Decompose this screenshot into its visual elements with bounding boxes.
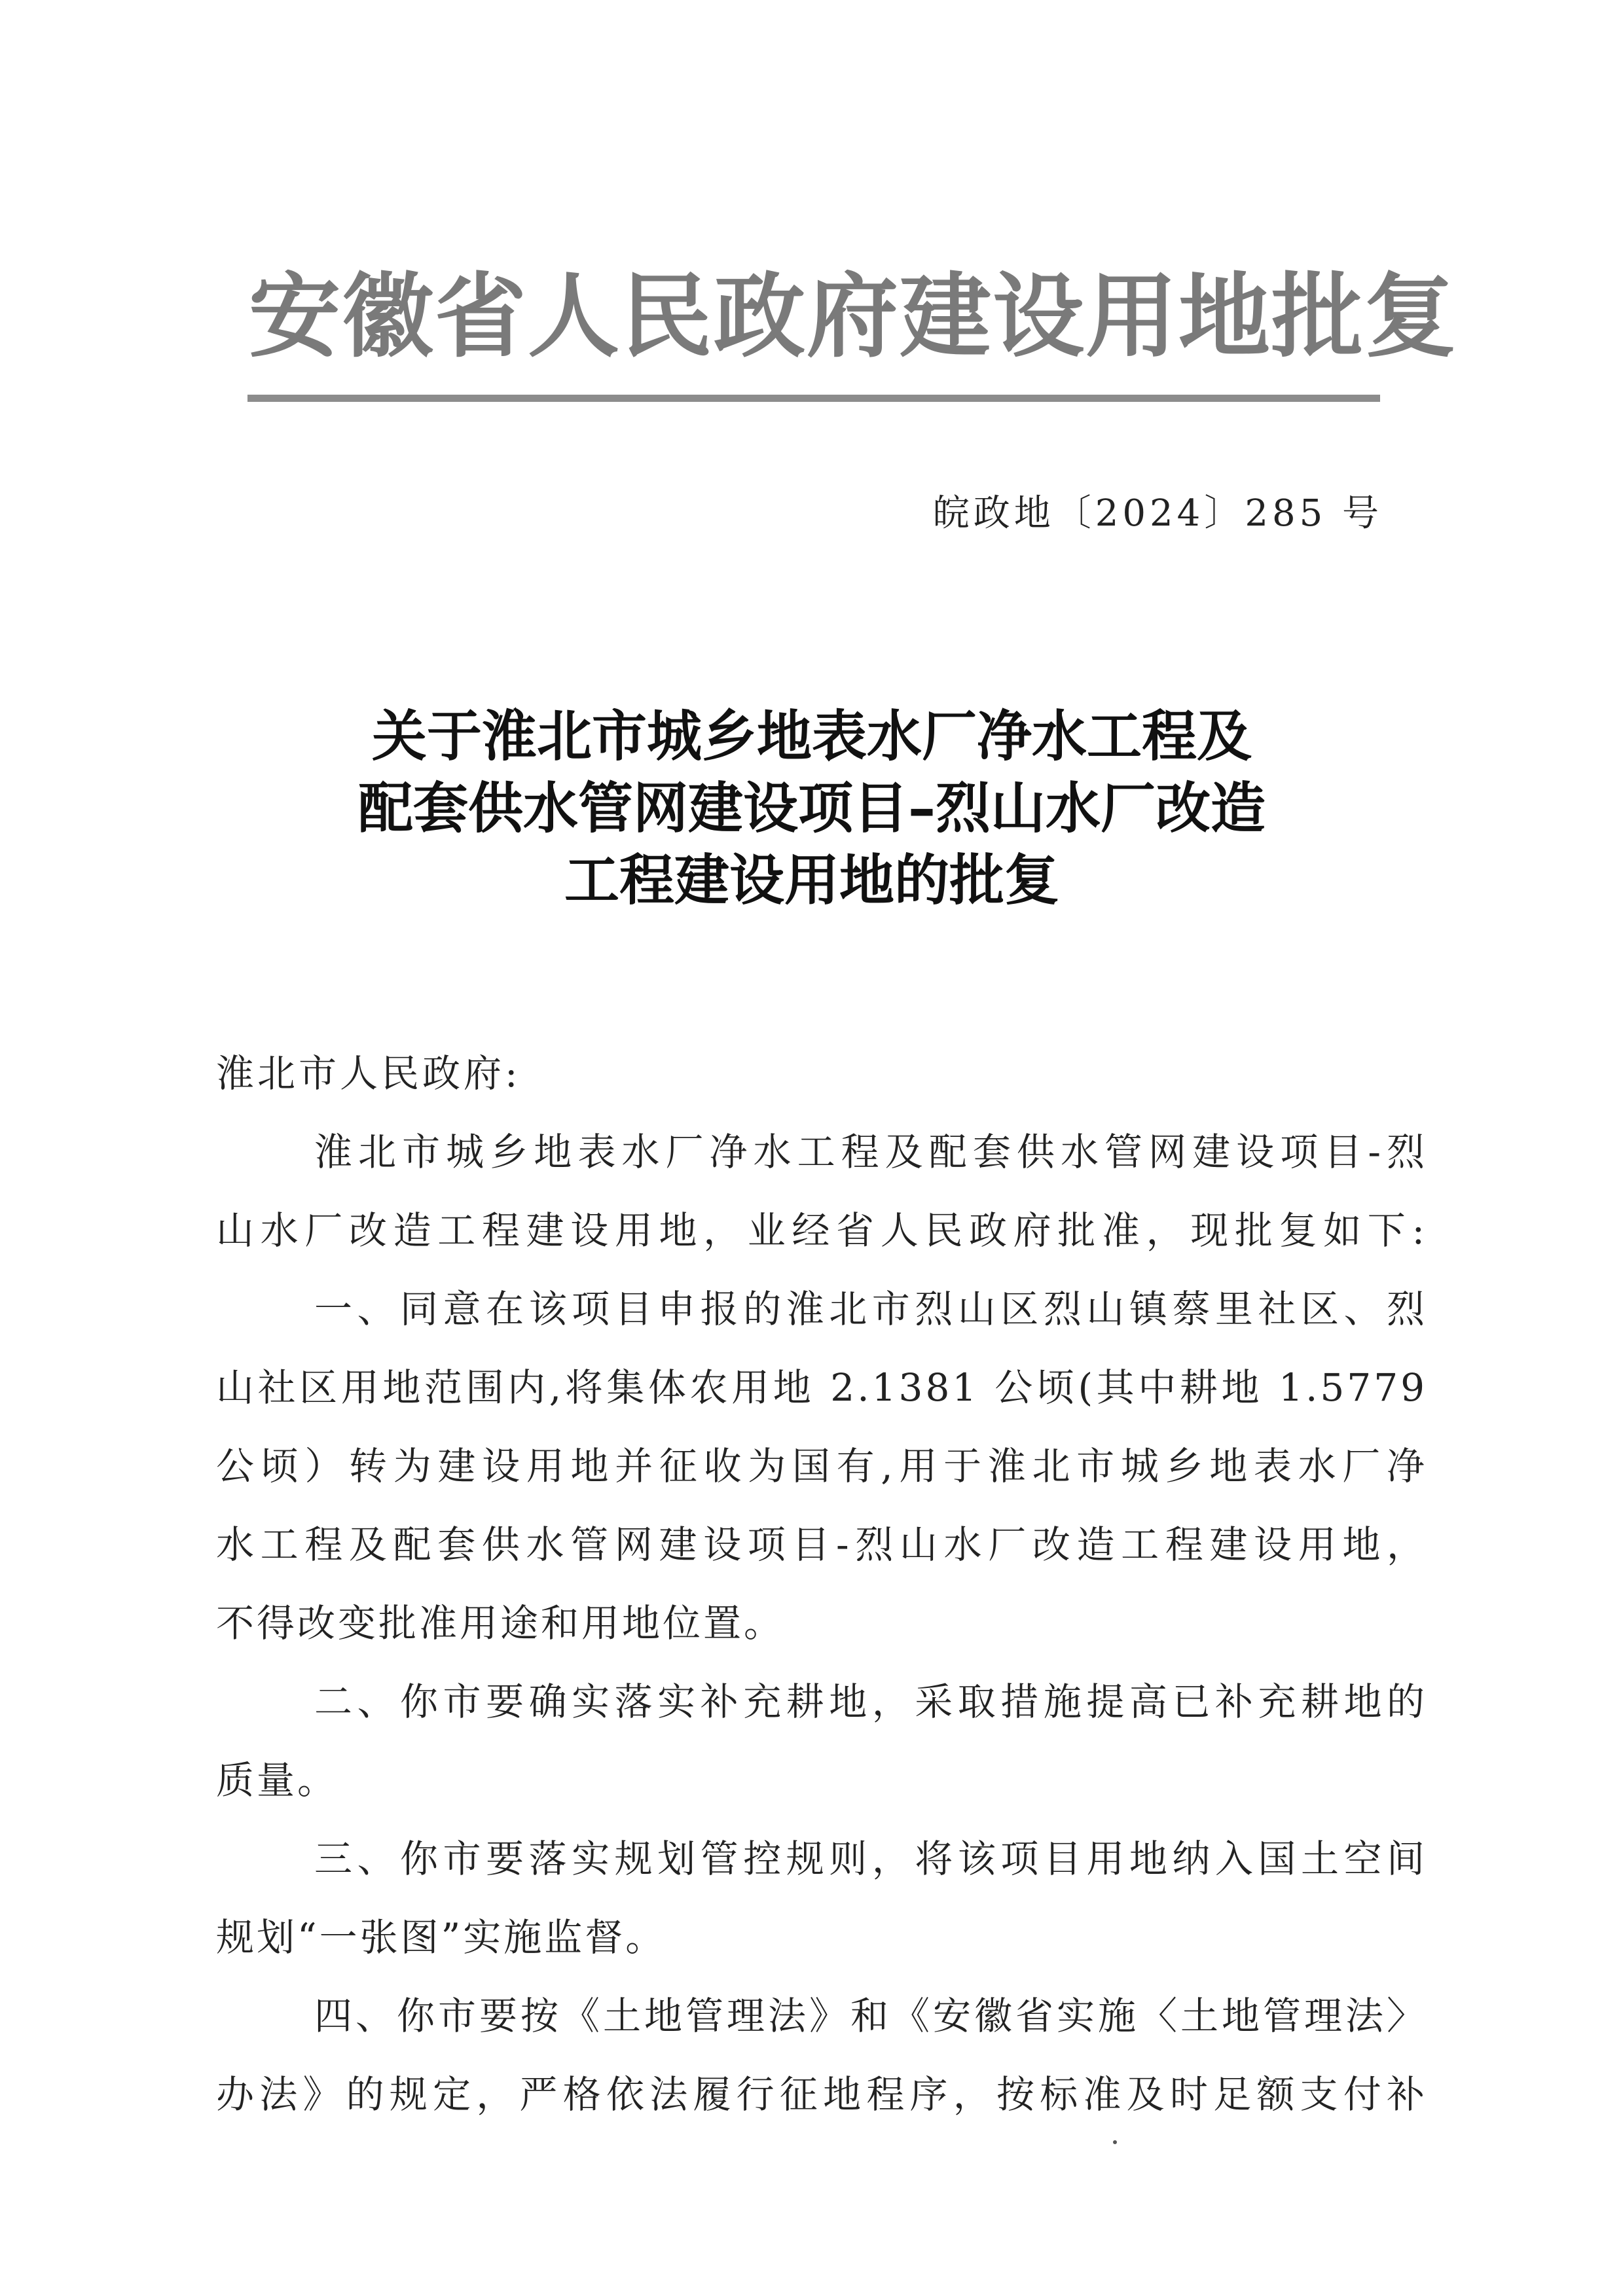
paragraph-line: 山社区用地范围内,将集体农用地 2.1381 公顷(其中耕地 1.5779 (216, 1365, 1427, 1410)
scan-mark (1113, 2140, 1117, 2144)
paragraph-line: 不得改变批准用途和用地位置。 (216, 1601, 785, 1645)
paragraph-line: 质量。 (216, 1758, 338, 1803)
paragraph-line: 公顷）转为建设用地并征收为国有,用于淮北市城乡地表水厂净 (216, 1444, 1427, 1488)
document-title (196, 700, 1427, 916)
title-line: 配套供水管网建设项目–烈山水厂改造 (357, 776, 1266, 840)
paragraph-line: 四、你市要按《土地管理法》和《安徽省实施〈土地管理法〉 (314, 1994, 1427, 2038)
title-line: 工程建设用地的批复 (564, 848, 1059, 912)
paragraph-line: 二、你市要确实落实补充耕地，采取措施提高已补充耕地的 (314, 1679, 1427, 1724)
paragraph-line: 三、你市要落实规划管控规则，将该项目用地纳入国土空间 (314, 1837, 1427, 1881)
paragraph-line: 一、同意在该项目申报的淮北市烈山区烈山镇蔡里社区、烈 (314, 1287, 1427, 1331)
paragraph-line: 办法》的规定，严格依法履行征地程序，按标准及时足额支付补 (216, 2072, 1427, 2117)
masthead-rule (247, 395, 1380, 402)
paragraph-line: 淮北市城乡地表水厂净水工程及配套供水管网建设项目-烈 (314, 1130, 1427, 1174)
paragraph-line: 山水厂改造工程建设用地，业经省人民政府批准，现批复如下: (216, 1208, 1427, 1253)
masthead-title: 安徽省人民政府建设用地批复 (249, 264, 1458, 370)
document-number: 皖政地〔2024〕285 号 (932, 492, 1383, 535)
paragraph-line: 水工程及配套供水管网建设项目-烈山水厂改造工程建设用地， (216, 1522, 1427, 1567)
addressee: 淮北市人民政府: (216, 1051, 521, 1096)
title-line: 关于淮北市城乡地表水厂净水工程及 (371, 704, 1252, 768)
paragraph-line: 规划“一张图”实施监督。 (216, 1915, 666, 1960)
